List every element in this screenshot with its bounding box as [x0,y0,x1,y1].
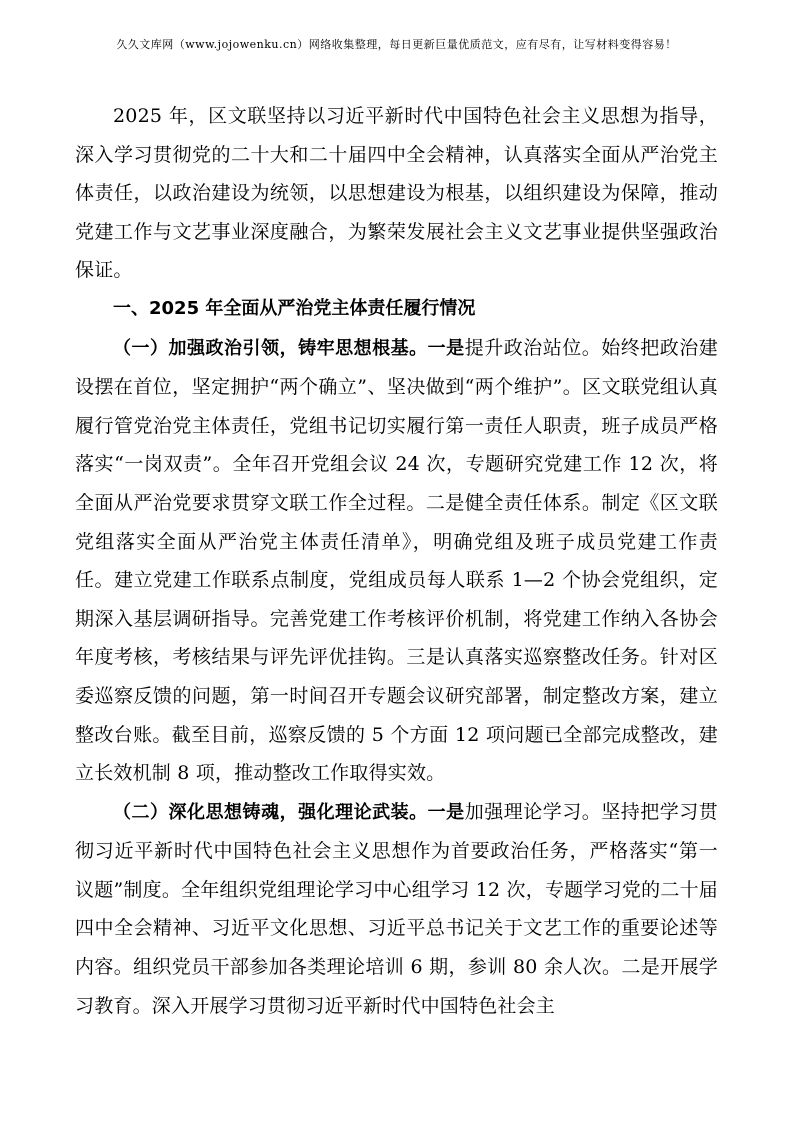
item-1-heading: （一）加强政治引领，铸牢思想根基。 [113,337,428,359]
page-header-banner: 久久文库网（www.jojowenku.cn）网络收集整理，每日更新巨量优质范文，应有尽有，让写材料变得容易！ [116,38,677,51]
item-2-heading: （二）深化思想铸魂，强化理论武装。 [113,801,428,823]
item-1-body: 提升政治站位。始终把政治建设摆在首位，坚定拥护“两个确立”、坚决做到“两个维护”。区文联党组认真履行管党治党主体责任，党组书记切实履行第一责任人职责，班子成员严格落实“一岗双责”。全年召开党组会议 24 次，专题研究党建工作 12 次，将全面从严治党要求贯穿文联工作全过程。二是健全责任体系。制定《区文联党组落实全面从严治党主体责任清单》，明确党组及班子成员党建工作责任。建立党建工作联系点制度，党组成员每人联系 1—2 个协会党组织，定期深入基层调研指导。完善党建工作考核评价机制，将党建工作纳入各协会年度考核，考核结果与评先评优挂钩。三是认真落实巡察整改任务。针对区委巡察反馈的问题，第一时间召开专题会议研究部署，制定整改方案，建立整改台账。截至目前，巡察反馈的 5 个方面 12 项问题已全部完成整改，建立长效机制 8 项，推动整改工作取得实效。 [75,336,718,785]
item-2-lead: 一是 [427,801,465,823]
item-2-body: 加强理论学习。坚持把学习贯彻习近平新时代中国特色社会主义思想作为首要政治任务，严格落实“第一议题”制度。全年组织党组理论学习中心组学习 12 次，专题学习党的二十届四中全会精神、习近平文化思想、习近平总书记关于文艺工作的重要论述等内容。组织党员干部参加各类理论培训 6 期，参训 80 余人次。二是开展学习教育。深入开展学习贯彻习近平新时代中国特色社会主 [75,800,718,1017]
item-1-paragraph [75,329,718,793]
intro-paragraph: 2025 年，区文联坚持以习近平新时代中国特色社会主义思想为指导，深入学习贯彻党的二十大和二十届四中全会精神，认真落实全面从严治党主体责任，以政治建设为统领，以思想建设为根基，以组织建设为保障，推动党建工作与文艺事业深度融合，为繁荣发展社会主义文艺事业提供坚强政治保证。 [75,105,718,282]
item-2-paragraph [75,793,718,1026]
section-1-title: 一、2025 年全面从严治党主体责任履行情况 [113,297,476,319]
item-1-lead: 一是 [427,337,465,359]
document-body [75,97,718,1025]
